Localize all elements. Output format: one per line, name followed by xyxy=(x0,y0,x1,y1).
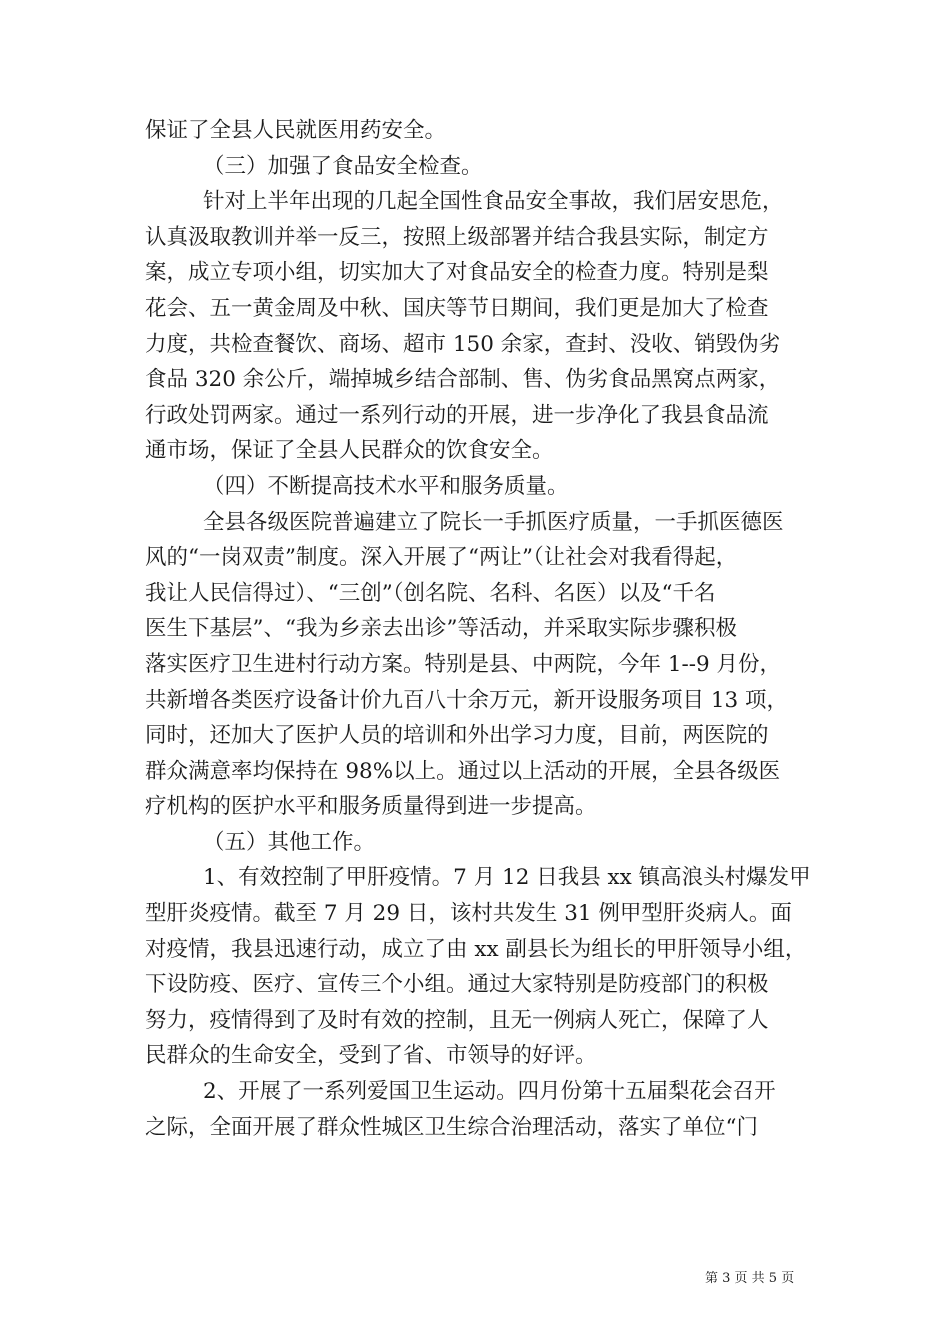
text-line: 针对上半年出现的几起全国性食品安全事故，我们居安思危， xyxy=(203,189,784,215)
text-line: （四）不断提高技术水平和服务质量。 xyxy=(203,473,569,499)
text-line: 型肝炎疫情。截至 7 月 29 日，该村共发生 31 例甲型肝炎病人。面 xyxy=(145,901,792,927)
text-line: （五）其他工作。 xyxy=(203,829,376,855)
text-line: 食品 320 余公斤，端掉城乡结合部制、售、伪劣食品黑窝点两家， xyxy=(145,367,781,393)
text-line: 共新增各类医疗设备计价九百八十余万元，新开设服务项目 13 项， xyxy=(145,687,789,713)
text-line: 行政处罚两家。通过一系列行动的开展，进一步净化了我县食品流 xyxy=(145,402,769,428)
text-line: 力度，共检查餐饮、商场、超市 150 余家，查封、没收、销毁伪劣 xyxy=(145,331,781,357)
text-line: 我让人民信得过）、“三创”（创名院、名科、名医）以及“千名 xyxy=(145,580,716,606)
text-line: 风的“一岗双责”制度。深入开展了“两让”（让社会对我看得起， xyxy=(145,545,738,571)
text-line: 认真汲取教训并举一反三，按照上级部署并结合我县实际，制定方 xyxy=(145,224,769,250)
text-line: 对疫情，我县迅速行动，成立了由 xx 副县长为组长的甲肝领导小组， xyxy=(145,936,807,962)
text-line: 全县各级医院普遍建立了院长一手抓医疗质量，一手抓医德医 xyxy=(203,509,784,535)
text-line: 努力，疫情得到了及时有效的控制，且无一例病人死亡，保障了人 xyxy=(145,1007,769,1033)
text-line: 群众满意率均保持在 98%以上。通过以上活动的开展，全县各级医 xyxy=(145,758,781,784)
page-number: 第 3 页 共 5 页 xyxy=(705,1271,795,1286)
text-line: 落实医疗卫生进村行动方案。特别是县、中两院，今年 1--9 月份， xyxy=(145,651,782,677)
text-line: 之际，全面开展了群众性城区卫生综合治理活动，落实了单位“门 xyxy=(145,1114,758,1140)
text-line: 民群众的生命安全，受到了省、市领导的好评。 xyxy=(145,1043,597,1069)
text-line: 疗机构的医护水平和服务质量得到进一步提高。 xyxy=(145,794,597,820)
text-line: 同时，还加大了医护人员的培训和外出学习力度，目前，两医院的 xyxy=(145,723,769,749)
text-line: 花会、五一黄金周及中秋、国庆等节日期间，我们更是加大了检查 xyxy=(145,295,769,321)
text-line: 1、有效控制了甲肝疫情。7 月 12 日我县 xx 镇高浪头村爆发甲 xyxy=(203,865,811,891)
text-line: 通市场，保证了全县人民群众的饮食安全。 xyxy=(145,438,554,464)
text-line: 医生下基层”、“我为乡亲去出诊”等活动，并采取实际步骤积极 xyxy=(145,616,737,642)
text-line: （三）加强了食品安全检查。 xyxy=(203,153,483,179)
text-line: 2、开展了一系列爱国卫生运动。四月份第十五届梨花会召开 xyxy=(203,1079,776,1105)
document-body xyxy=(145,113,817,1145)
text-line: 下设防疫、医疗、宣传三个小组。通过大家特别是防疫部门的积极 xyxy=(145,972,769,998)
text-line: 保证了全县人民就医用药安全。 xyxy=(145,118,447,143)
text-line: 案，成立专项小组，切实加大了对食品安全的检查力度。特别是梨 xyxy=(145,260,769,286)
